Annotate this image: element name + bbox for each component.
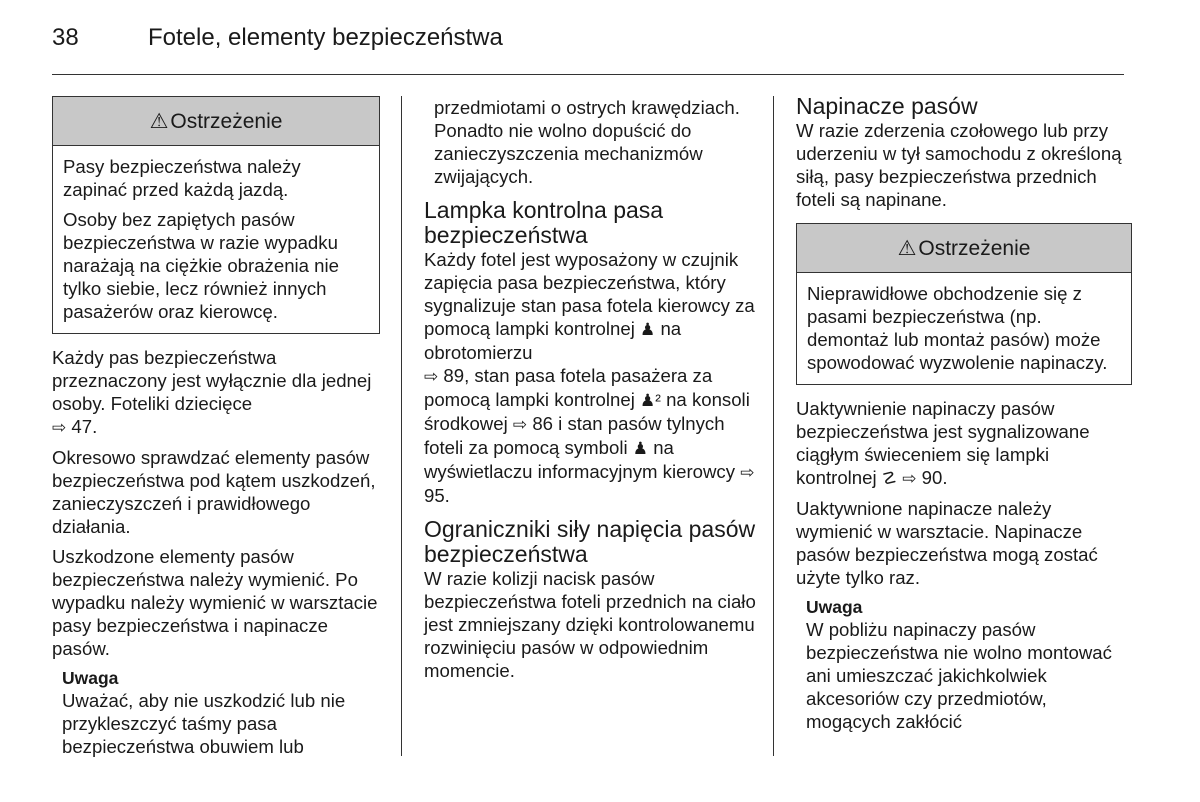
paragraph: Uaktywnienie napinaczy pasów bezpieczeństwa jest sygnalizowane ciągłym świeceniem się lampki kontrolnej ☡ ⇨ 90. — [796, 398, 1090, 488]
note-text: W pobliżu napinaczy pasów bezpieczeństwa nie wolno montować ani umieszczać jakichkolwiek akcesoriów czy przedmiotów, mogących zakłócić — [806, 619, 1112, 732]
page-number: 38 — [52, 24, 79, 51]
warning-paragraph: Pasy bezpieczeństwa należy zapinać przed każdą jazdą. — [63, 156, 301, 200]
warning-body — [797, 273, 1131, 384]
warning-triangle-icon: ⚠ — [897, 236, 917, 260]
warning-title: Ostrzeżenie — [918, 236, 1031, 260]
warning-box — [52, 96, 380, 334]
paragraph: Uaktywnione napinacze należy wymienić w warsztacie. Napinacze pasów bezpieczeństwa mogą zostać użyte tylko raz. — [796, 498, 1098, 588]
paragraph: Okresowo sprawdzać elementy pasów bezpieczeństwa pod kątem uszkodzeń, zanieczyszczeń i prawidłowego działania. — [52, 447, 376, 537]
page-reference: 90. — [921, 467, 948, 488]
reference-arrow-icon: ⇨ — [902, 469, 917, 488]
column-2 — [424, 96, 760, 689]
passenger-seatbelt-icon: ♟² — [640, 391, 661, 410]
seatbelt-reminder-icon: ♟ — [640, 320, 656, 339]
note-text: Uważać, aby nie uszkodzić lub nie przykleszczyć taśmy pasa bezpieczeństwa obuwiem lub — [62, 690, 346, 757]
warning-box — [796, 223, 1132, 385]
header-divider — [52, 74, 1124, 75]
column-3 — [796, 93, 1132, 733]
column-divider-2 — [773, 96, 774, 756]
reference-arrow-icon: ⇨ — [740, 463, 755, 482]
paragraph: W razie kolizji nacisk pasów bezpieczeństwa foteli przednich na ciało jest zmniejszany dzięki kontrolowanemu rozwinięciu pasów w odpowiednim momencie. — [424, 568, 756, 681]
note-title: Uwaga — [62, 668, 119, 688]
reference-arrow-icon: ⇨ — [52, 418, 67, 437]
paragraph: W razie zderzenia czołowego lub przy uderzeniu w tył samochodu z określoną siłą, pasy bezpieczeństwa przednich foteli są napinane. — [796, 120, 1122, 210]
note-continuation: przedmiotami o ostrych krawędziach. Ponadto nie wolno dopuścić do zanieczyszczenia mechanizmów zwijających. — [434, 97, 740, 187]
column-1 — [52, 96, 380, 758]
warning-paragraph: Osoby bez zapiętych pasów bezpieczeństwa w razie wypadku narażają na ciężkie obrażenia nie tylko siebie, lecz również innych pasażerów oraz kierowcę. — [63, 209, 339, 322]
note-block — [52, 667, 380, 758]
note-title: Uwaga — [806, 597, 863, 617]
section-heading: Ograniczniki siły napięcia pasów bezpieczeństwa — [424, 516, 756, 567]
warning-header — [53, 97, 379, 146]
reference-arrow-icon: ⇨ — [424, 367, 439, 386]
warning-triangle-icon: ⚠ — [149, 109, 169, 133]
page-reference: 47. — [71, 416, 98, 437]
seatbelt-reminder-icon: ♟ — [632, 439, 649, 458]
note-block — [796, 596, 1132, 733]
warning-paragraph: Nieprawidłowe obchodzenie się z pasami bezpieczeństwa (np. demontaż lub montaż pasów) może spowodować wyzwolenie napinaczy. — [807, 283, 1108, 373]
paragraph: Każdy pas bezpieczeństwa przeznaczony jest wyłącznie dla jednej osoby. Foteliki dziecięce ⇨ 47. — [52, 347, 372, 437]
column-divider-1 — [401, 96, 402, 756]
reference-arrow-icon: ⇨ — [512, 415, 528, 434]
section-title: Fotele, elementy bezpieczeństwa — [148, 24, 503, 51]
section-heading: Napinacze pasów — [796, 93, 978, 119]
airbag-pretensioner-icon: ☡ — [881, 469, 898, 488]
warning-header — [797, 224, 1131, 273]
section-heading: Lampka kontrolna pasa bezpieczeństwa — [424, 197, 664, 248]
warning-title: Ostrzeżenie — [170, 109, 283, 133]
paragraph: Uszkodzone elementy pasów bezpieczeństwa należy wymienić. Po wypadku należy wymienić w warsztacie pasy bezpieczeństwa i napinacze pasów. — [52, 546, 378, 659]
warning-body — [53, 146, 379, 333]
paragraph: Każdy fotel jest wyposażony w czujnik zapięcia pasa bezpieczeństwa, który sygnalizuje stan pasa fotela kierowcy za pomocą lampki kontrolnej ♟ na obrotomierzu ⇨ 89, stan pasa fotela pasażera za pomocą lampki kontrolnej ♟² na konsoli środkowej ⇨ 86 i stan pasów tylnych foteli za pomocą symboli ♟ na wyświetlaczu informacyjnym kierowcy ⇨ 95. — [424, 249, 755, 506]
